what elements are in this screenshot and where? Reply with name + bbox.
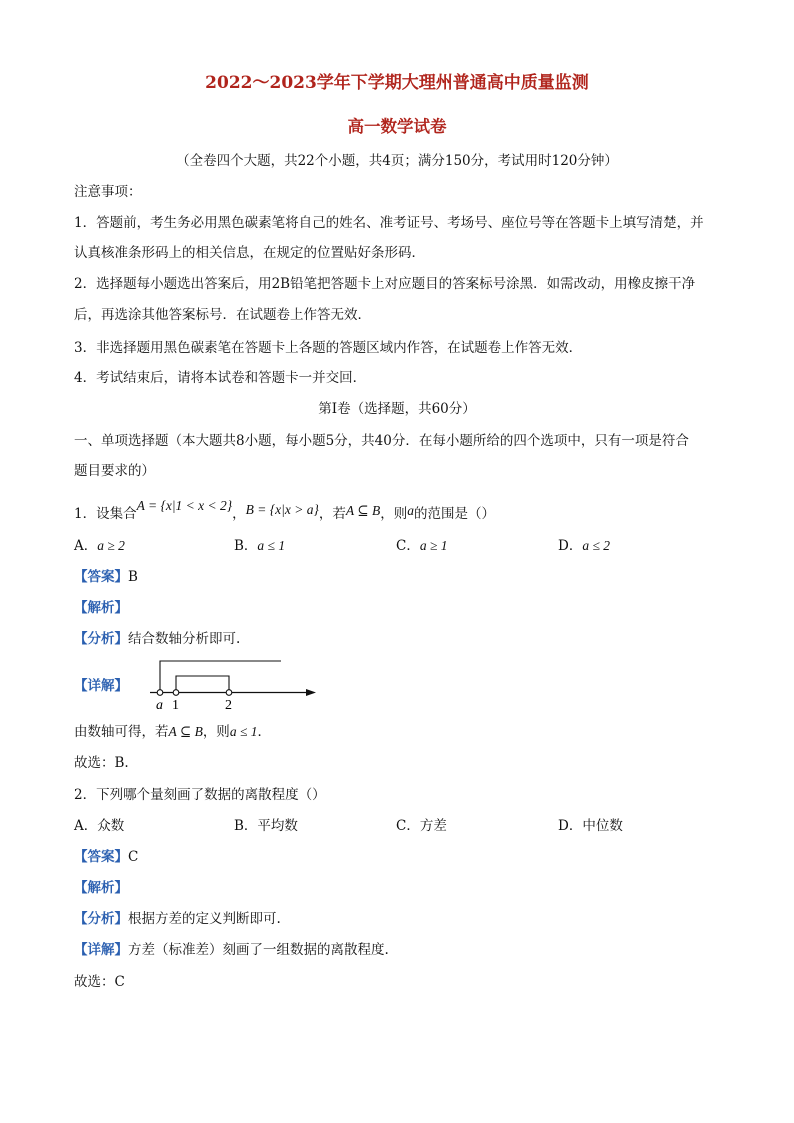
point-1-open-icon: [173, 690, 179, 696]
notice-line: 1．答题前，考生务必用黑色碳素笔将自己的姓名、准考证号、考场号、座位号等在答题卡上填写清楚，并: [74, 215, 704, 231]
detail-tag: 【详解】: [74, 942, 128, 958]
q1-detail: [74, 677, 128, 695]
q2-option-b: B．平均数: [234, 818, 298, 834]
q1-suffix: 的范围是（）: [413, 506, 495, 522]
number-line-diagram: [150, 655, 325, 711]
q1-stem: [74, 498, 495, 523]
q1-option-b: B．a ≤ 1: [234, 538, 286, 554]
notice-line: 认真核准条形码上的相关信息，在规定的位置贴好条形码．: [74, 245, 425, 261]
axis-label-a: a: [156, 698, 163, 711]
analysis-tag: 【解析】: [74, 880, 128, 896]
q2-stem: 2．下列哪个量刻画了数据的离散程度（）: [74, 787, 326, 803]
q1-option-d: D．a ≤ 2: [558, 538, 610, 554]
q2-option-d: D．中位数: [558, 818, 623, 834]
notice-line: 2．选择题每小题选出答案后，用2B铅笔把答题卡上对应题目的答案标号涂黑．如需改动，用橡皮擦干净: [74, 276, 696, 292]
notice-heading: 注意事项：: [74, 184, 142, 200]
notice-line: 3．非选择题用黑色碳素笔在答题卡上各题的答题区域内作答，在试题卷上作答无效．: [74, 340, 583, 356]
detail-tag: 【详解】: [74, 678, 128, 694]
set-a-bracket: [176, 676, 229, 690]
q1-prefix: 1．设集合: [74, 506, 137, 522]
notice-line: 后，再选涂其他答案标号．在试题卷上作答无效．: [74, 307, 371, 323]
exam-info: （全卷四个大题，共22个小题，共4页；满分150分，考试用时120分钟）: [176, 153, 618, 169]
section1-instructions: 一、单项选择题（本大题共8小题，每小题5分，共40分．在每小题所给的四个选项中，只有一项是符合: [74, 433, 689, 449]
q1-option-c: C．a ≥ 1: [396, 538, 448, 554]
q1-cond-pre: ，若: [318, 506, 346, 522]
q1-condition: A ⊆ B: [345, 503, 381, 518]
q1-choice: 故选：B.: [74, 755, 129, 771]
q2-option-a: A．众数: [74, 818, 125, 834]
q1-sep: ，: [232, 506, 246, 522]
q2-fenxi: [74, 910, 281, 928]
q2-option-c: C．方差: [396, 818, 447, 834]
answer-tag: 【答案】: [74, 569, 128, 585]
point-2-open-icon: [226, 690, 232, 696]
axis-arrow-icon: [306, 689, 316, 696]
exam-subtitle: 高一数学试卷: [347, 117, 447, 136]
q1-cond-mid: ，则: [380, 506, 408, 522]
fenxi-tag: 【分析】: [74, 631, 128, 647]
exam-title: 2022～2023学年下学期大理州普通高中质量监测: [205, 73, 589, 93]
q2-fenxi-text: 根据方差的定义判断即可.: [128, 911, 281, 927]
fenxi-tag: 【分析】: [74, 911, 128, 927]
q1-set-a: A = {x|1 < x < 2}: [136, 498, 233, 513]
q1-analysis: [74, 599, 128, 617]
q2-answer-value: C: [128, 849, 139, 865]
part1-heading: 第Ⅰ卷（选择题，共60分）: [318, 401, 476, 417]
q2-answer: [74, 848, 138, 866]
q2-analysis: [74, 879, 128, 897]
q1-conclusion: 由数轴可得，若A ⊆ B，则a ≤ 1．: [74, 724, 271, 740]
point-a-open-icon: [157, 690, 163, 696]
notice-line: 4．考试结束后，请将本试卷和答题卡一并交回．: [74, 370, 367, 386]
q1-set-b: B = {x|x > a}: [245, 502, 319, 517]
q1-answer-value: B: [128, 569, 138, 585]
section1-instructions: 题目要求的）: [74, 463, 155, 479]
q1-option-a: A．a ≥ 2: [74, 538, 125, 554]
answer-tag: 【答案】: [74, 849, 128, 865]
q2-detail: [74, 941, 389, 959]
q1-answer: [74, 568, 138, 586]
axis-label-2: 2: [225, 698, 232, 711]
q1-conclusion-cond: A ⊆ B: [168, 724, 203, 739]
q2-detail-text: 方差（标准差）刻画了一组数据的离散程度.: [128, 942, 389, 958]
q1-conclusion-result: a ≤ 1: [229, 724, 258, 739]
analysis-tag: 【解析】: [74, 600, 128, 616]
q1-fenxi: [74, 630, 240, 648]
q2-choice: 故选：C: [74, 974, 125, 990]
q1-var: a: [407, 503, 414, 518]
q1-fenxi-text: 结合数轴分析即可.: [128, 631, 241, 647]
axis-label-1: 1: [172, 698, 179, 711]
